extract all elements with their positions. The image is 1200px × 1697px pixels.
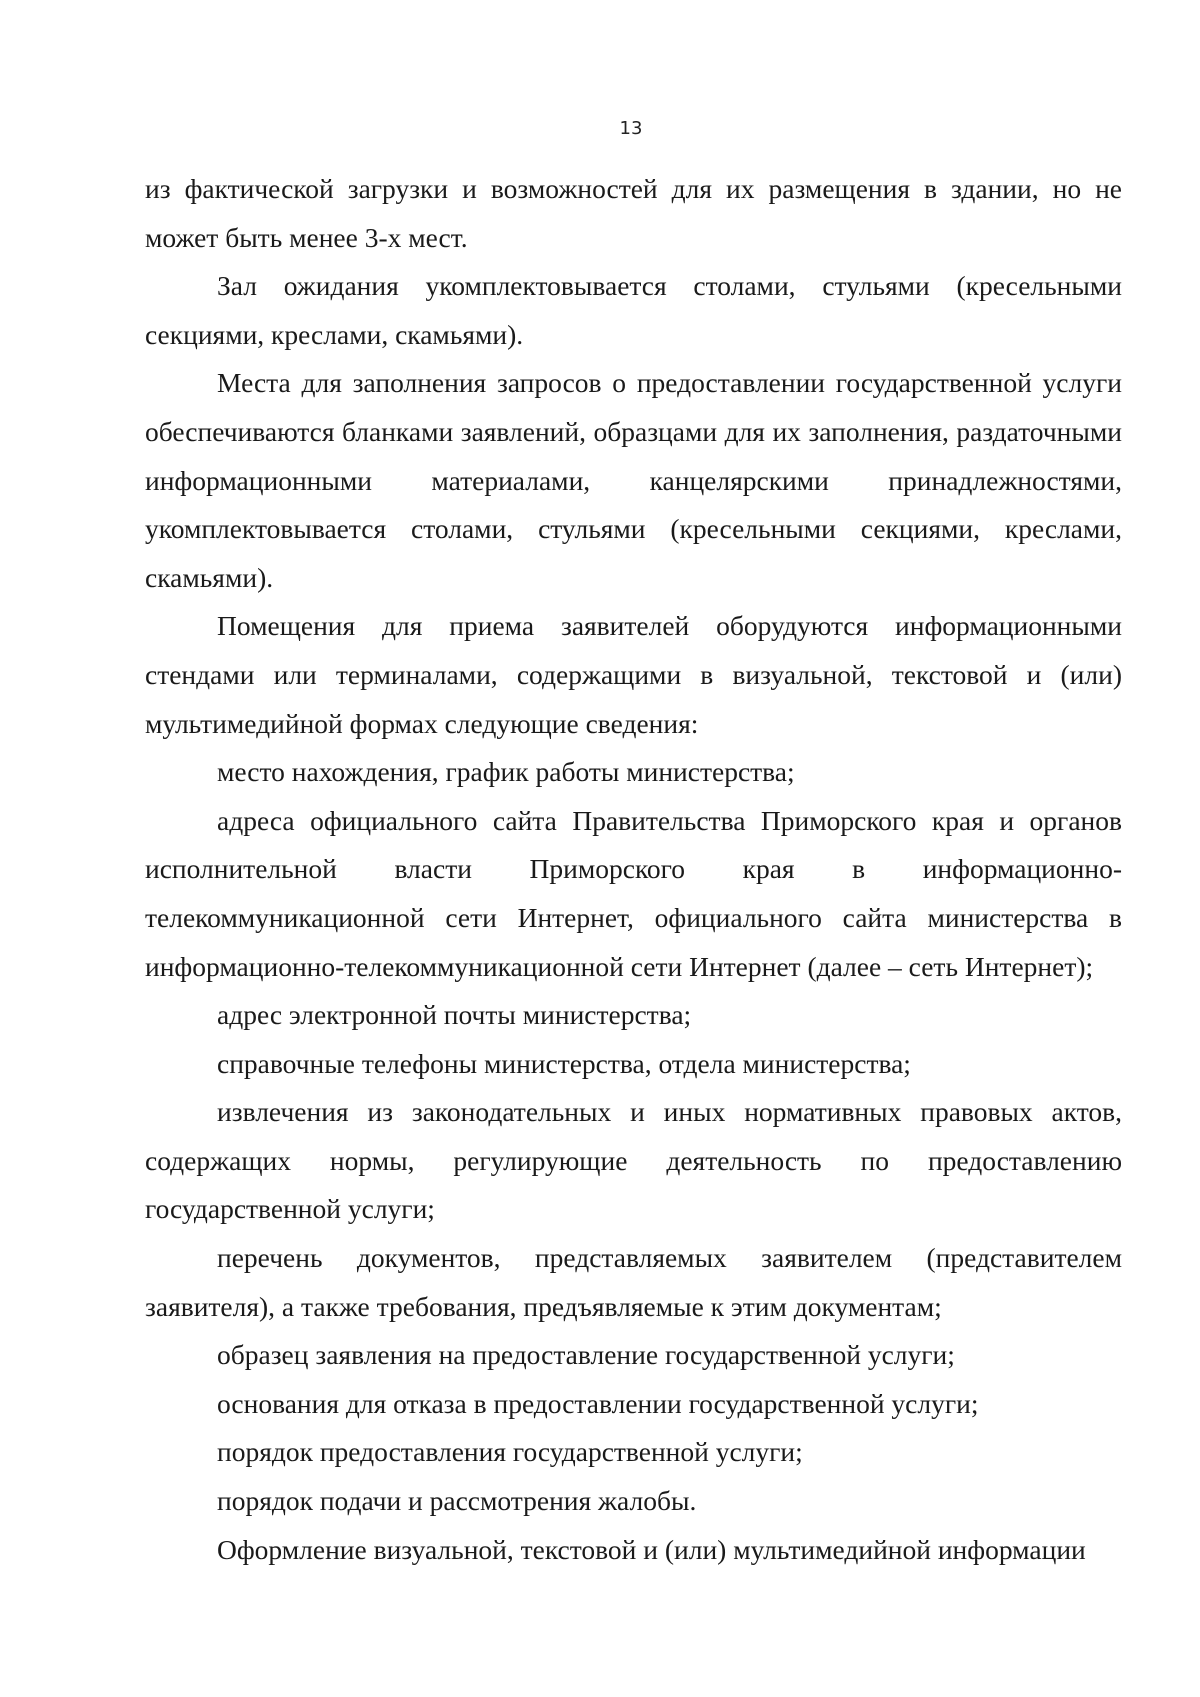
list-item: извлечения из законодательных и иных нормативных правовых актов, содержащих нормы, регулирующие деятельность по предоставлению государственной услуги; bbox=[145, 1096, 1122, 1225]
list-item: порядок подачи и рассмотрения жалобы. bbox=[217, 1485, 697, 1517]
list-item: место нахождения, график работы министерства; bbox=[217, 756, 795, 788]
list-item: порядок предоставления государственной услуги; bbox=[217, 1436, 803, 1468]
page-number: 13 bbox=[619, 118, 643, 139]
list-item: основания для отказа в предоставлении государственной услуги; bbox=[217, 1387, 979, 1419]
list-item: справочные телефоны министерства, отдела министерства; bbox=[217, 1047, 911, 1079]
list-item: перечень документов, представляемых заявителем (представителем заявителя), а также требования, предъявляемые к этим документам; bbox=[145, 1242, 1122, 1322]
document-body bbox=[145, 165, 1122, 1574]
list-item: адреса официального сайта Правительства Приморского края и органов исполнительной власти Приморского края в информационно-телекоммуникационной сети Интернет, официального сайта министерства в информационно-телекоммуникационной сети Интернет (далее – сеть Интернет); bbox=[145, 804, 1122, 982]
list-item: адрес электронной почты министерства; bbox=[217, 999, 692, 1031]
list-item: образец заявления на предоставление государственной услуги; bbox=[217, 1339, 955, 1371]
paragraph: Оформление визуальной, текстовой и (или) мультимедийной информации bbox=[217, 1533, 1086, 1565]
paragraph: из фактической загрузки и возможностей для их размещения в здании, но не может быть менее 3-х мест. bbox=[145, 173, 1122, 253]
paragraph: Помещения для приема заявителей оборудуются информационными стендами или терминалами, содержащими в визуальной, текстовой и (или) мультимедийной формах следующие сведения: bbox=[145, 610, 1122, 739]
paragraph: Места для заполнения запросов о предоставлении государственной услуги обеспечиваются бланками заявлений, образцами для их заполнения, раздаточными информационными материалами, канцелярскими принадлежностями, укомплектовывается столами, стульями (кресельными секциями, креслами, скамьями). bbox=[145, 367, 1122, 593]
paragraph: Зал ожидания укомплектовывается столами, стульями (кресельными секциями, креслами, скамьями). bbox=[145, 270, 1122, 350]
